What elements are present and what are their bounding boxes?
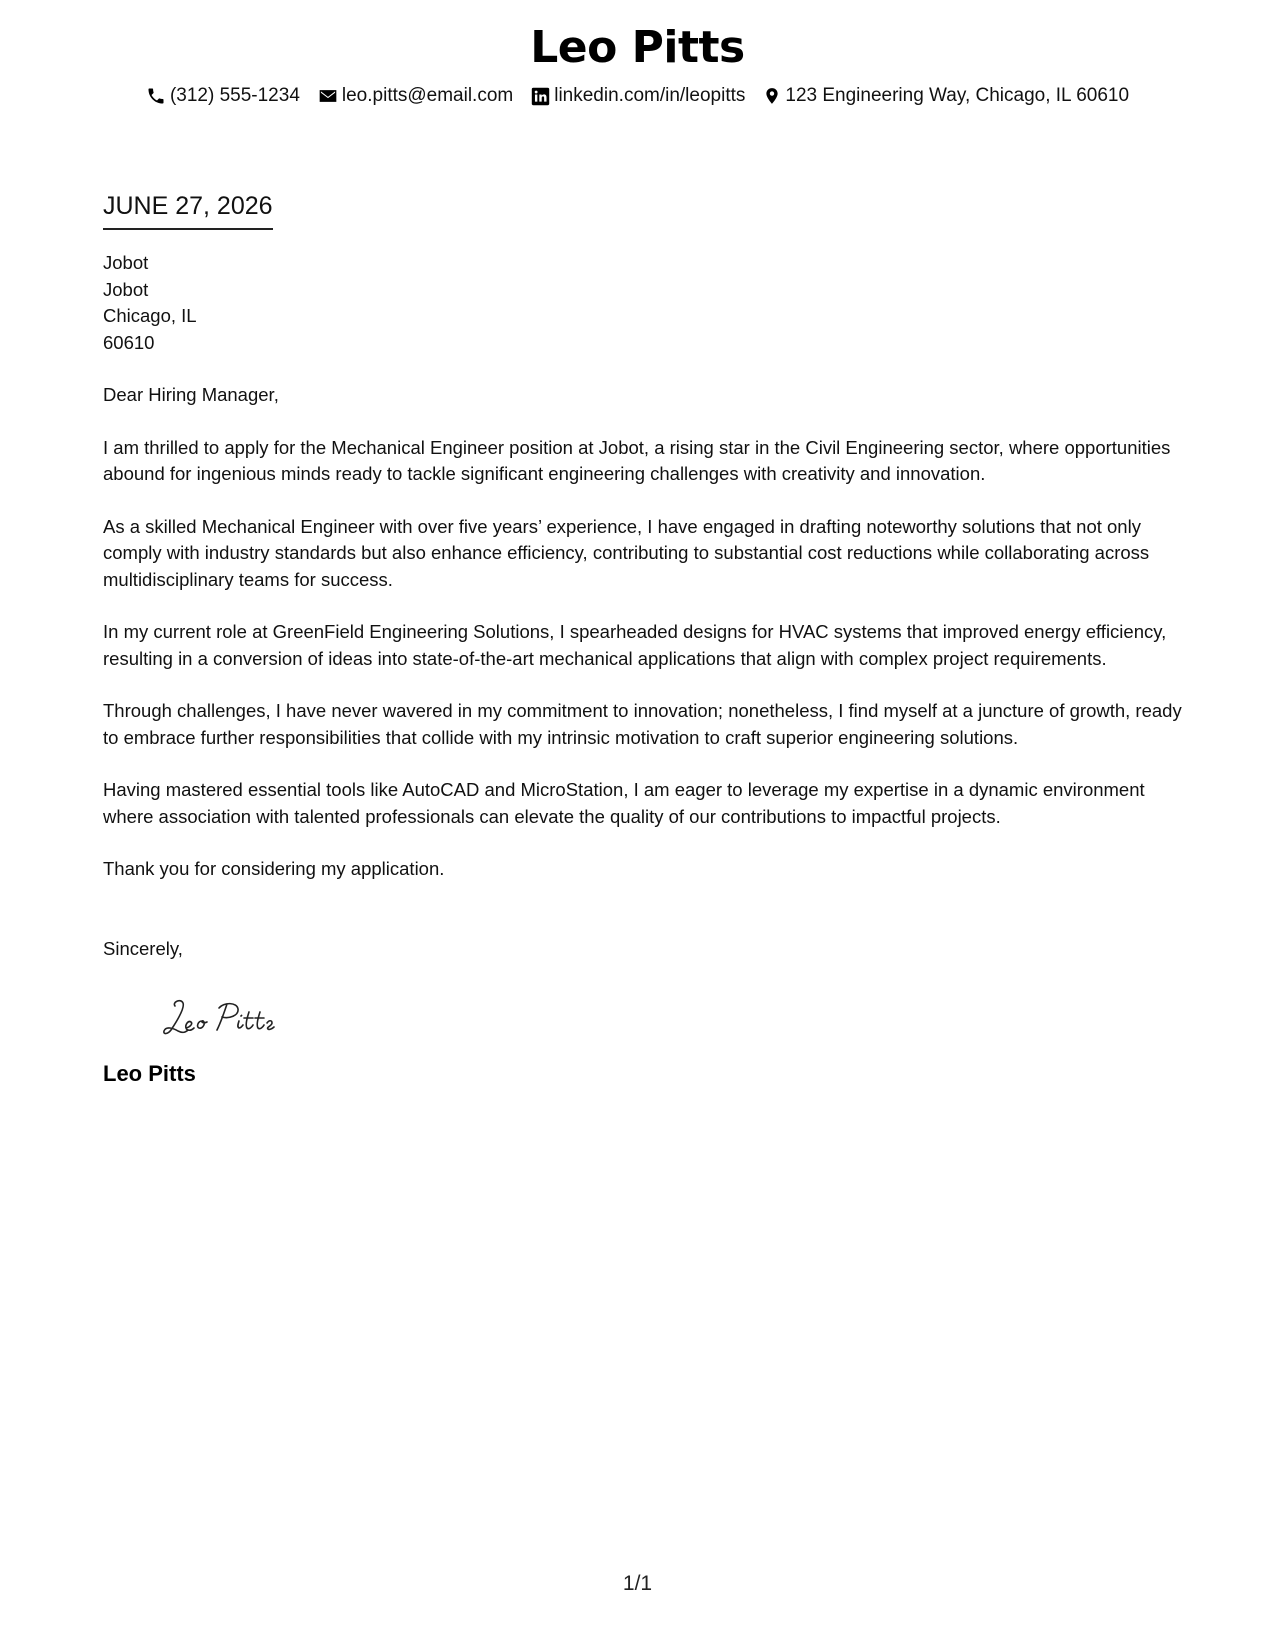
- thank-you-line: Thank you for considering my application.: [103, 858, 445, 879]
- linkedin-icon: [531, 87, 550, 106]
- body-paragraph: In my current role at GreenField Engineering Solutions, I spearheaded designs for HVAC systems that improved energy efficiency, resulting in a conversion of ideas into state-of-the-art mechanical applications that align with complex project requirements.: [103, 621, 1167, 669]
- contact-bar: [0, 84, 1275, 108]
- contact-email[interactable]: [318, 84, 513, 108]
- closing: Sincerely,: [103, 937, 183, 959]
- signer-name: Leo Pitts: [103, 1061, 196, 1086]
- body-paragraph: Having mastered essential tools like AutoCAD and MicroStation, I am eager to leverage my expertise in a dynamic environment where association with talented professionals can elevate the quality of our contributions to impactful projects.: [103, 779, 1145, 827]
- email-address[interactable]: leo.pitts@email.com: [341, 85, 514, 106]
- street-address: 123 Engineering Way, Chicago, IL 60610: [785, 85, 1130, 106]
- letter-date-block: [103, 190, 273, 230]
- recipient-line: 60610: [103, 331, 155, 353]
- phone-icon: [146, 86, 166, 106]
- letter-header: [0, 20, 1275, 108]
- phone-number: (312) 555-1234: [169, 85, 300, 106]
- recipient-line: Chicago, IL: [103, 305, 197, 326]
- body-paragraph: I am thrilled to apply for the Mechanical Engineer position at Jobot, a rising star in the Civil Engineering sector, where opportunities abound for ingenious minds ready to tackle significant engineering challenges with creativity and innovation.: [103, 436, 1171, 484]
- recipient-address: [103, 250, 1183, 356]
- recipient-line: Jobot: [103, 252, 149, 273]
- map-pin-icon: [763, 86, 781, 106]
- contact-linkedin[interactable]: [531, 84, 745, 108]
- contact-address: [763, 84, 1129, 108]
- contact-phone: [146, 84, 300, 108]
- salutation: Dear Hiring Manager,: [103, 384, 279, 405]
- letter-date: JUNE 27, 2026: [103, 190, 273, 230]
- applicant-name: Leo Pitts: [530, 22, 745, 73]
- body-paragraph: Through challenges, I have never wavered in my commitment to innovation; nonetheless, I find myself at a juncture of growth, ready to embrace further responsibilities that collide with my intrinsic motivation to craft superior engineering solutions.: [103, 700, 1182, 748]
- letter-body: [103, 250, 1183, 1088]
- recipient-line: Jobot: [103, 278, 149, 300]
- linkedin-url[interactable]: linkedin.com/in/leopitts: [554, 85, 746, 106]
- handwritten-signature: [153, 990, 1183, 1046]
- envelope-icon: [318, 86, 338, 106]
- body-paragraph: As a skilled Mechanical Engineer with over five years’ experience, I have engaged in drafting noteworthy solutions that not only comply with industry standards but also enhance efficiency, contributing to substantial cost reductions while collaborating across multidisciplinary teams for success.: [103, 515, 1150, 590]
- page-indicator: 1/1: [622, 1572, 653, 1595]
